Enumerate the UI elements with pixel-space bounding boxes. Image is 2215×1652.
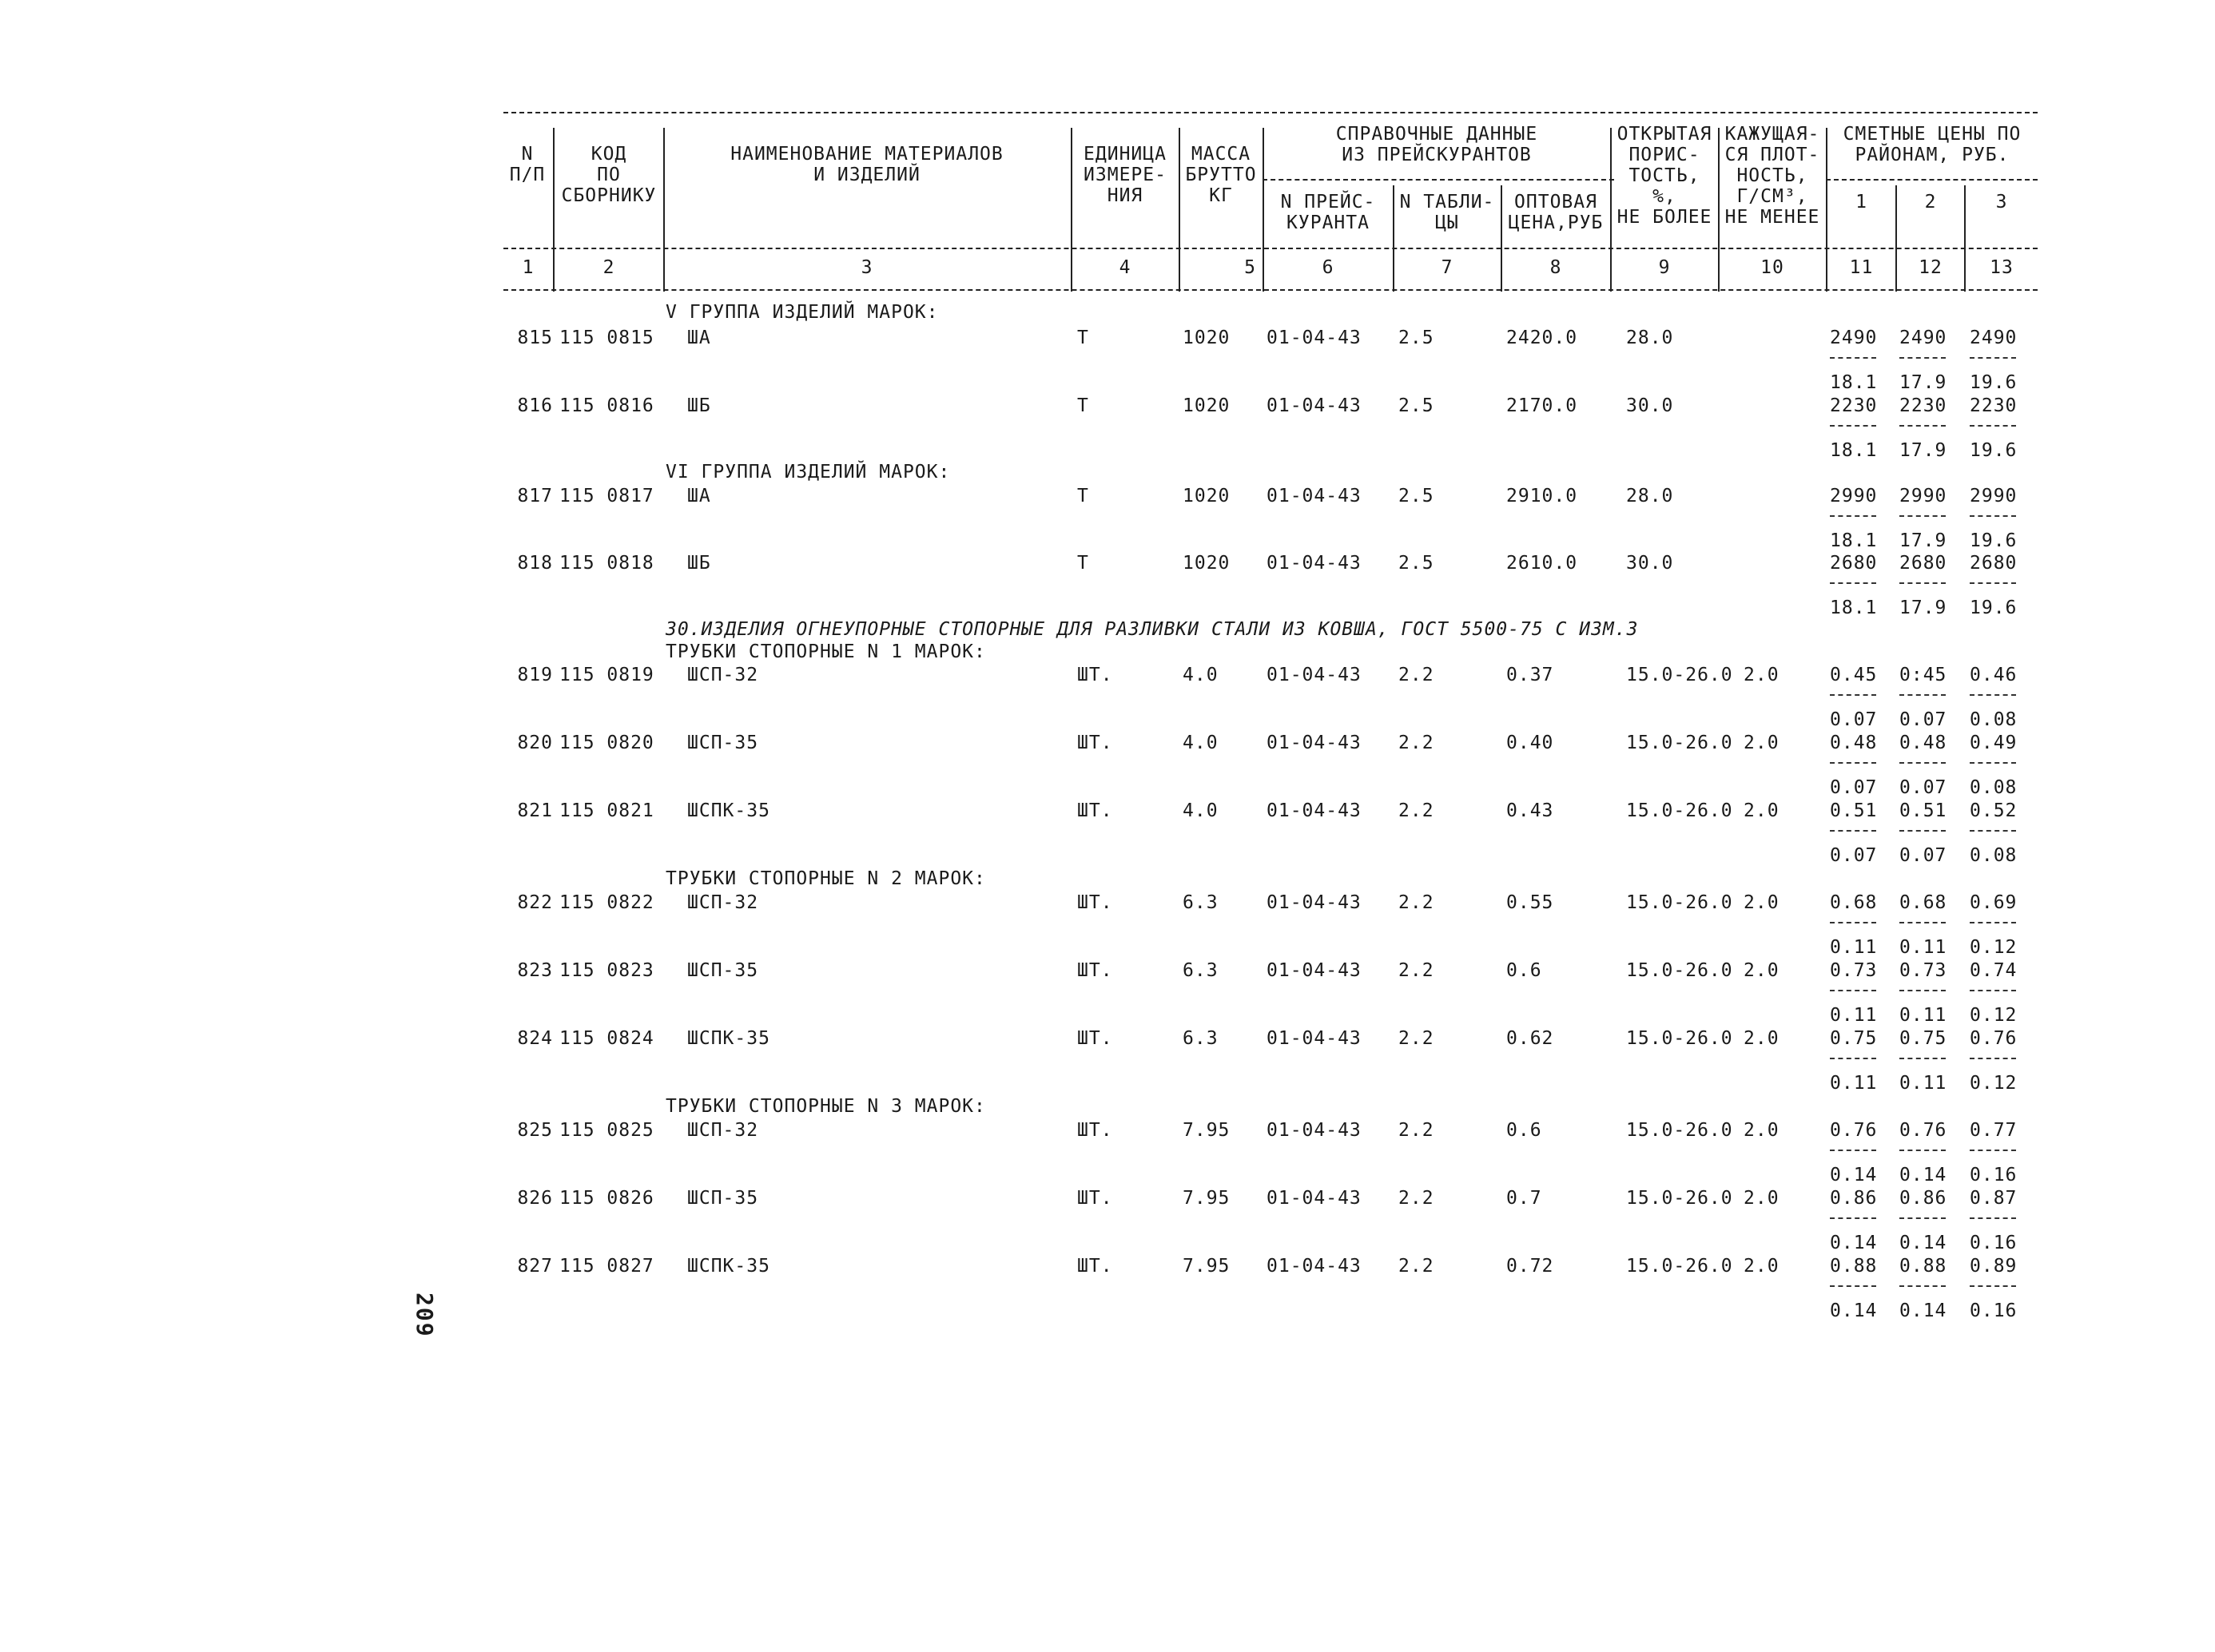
price-region-1: 2230	[1830, 395, 1878, 416]
colnum-4: 4	[1119, 257, 1131, 278]
cell-pk: 01-04-43	[1267, 486, 1362, 506]
price-region-1: 0.86	[1830, 1188, 1878, 1209]
hdr-ref-group: СПРАВОЧНЫЕ ДАННЫЕ ИЗ ПРЕЙСКУРАНТОВ	[1335, 124, 1538, 165]
price-subvalue-region-1: 18.1	[1830, 598, 1878, 618]
colnum-6: 6	[1322, 257, 1334, 278]
cell-pk: 01-04-43	[1267, 1028, 1362, 1049]
cell-dens: 2.0	[1744, 1028, 1780, 1049]
cell-name: ШСП-32	[687, 665, 759, 685]
cell-mass: 1020	[1183, 553, 1231, 574]
price-subvalue-region-1: 18.1	[1830, 372, 1878, 393]
price-subvalue-region-3: 0.08	[1970, 777, 2018, 798]
price-subvalue-region-2: 0.07	[1899, 777, 1947, 798]
price-subvalue-region-2: 0.11	[1899, 937, 1947, 958]
fraction-bar	[1830, 357, 1876, 359]
fraction-bar	[1899, 1150, 1946, 1151]
hdr-region-1: 1	[1855, 192, 1867, 212]
cell-code: 115 0817	[559, 486, 654, 506]
colnum-11: 11	[1849, 257, 1874, 278]
colnum-2: 2	[602, 257, 615, 278]
price-subvalue-region-2: 17.9	[1899, 372, 1947, 393]
cell-tbl: 2.2	[1398, 892, 1434, 913]
price-subvalue-region-2: 0.14	[1899, 1165, 1947, 1185]
cell-code: 115 0823	[559, 960, 654, 981]
price-region-2: 0.51	[1899, 800, 1947, 821]
price-subvalue-region-1: 0.07	[1830, 777, 1878, 798]
price-subvalue-region-1: 0.07	[1830, 845, 1878, 866]
cell-dens: 2.0	[1744, 1256, 1780, 1277]
price-region-1: 0.73	[1830, 960, 1878, 981]
cell-n: 824	[517, 1028, 553, 1049]
price-subvalue-region-2: 0.11	[1899, 1073, 1947, 1094]
cell-name: ШСП-35	[687, 733, 759, 753]
price-subvalue-region-3: 0.08	[1970, 709, 2018, 730]
cell-mass: 7.95	[1183, 1256, 1231, 1277]
cell-por: 15.0-26.0	[1626, 733, 1733, 753]
cell-tbl: 2.2	[1398, 800, 1434, 821]
fraction-bar	[1830, 1150, 1876, 1151]
fraction-bar	[1899, 694, 1946, 696]
cell-unit: ШТ.	[1077, 733, 1113, 753]
cell-pk: 01-04-43	[1267, 892, 1362, 913]
price-region-3: 0.89	[1970, 1256, 2018, 1277]
cell-por: 15.0-26.0	[1626, 1256, 1733, 1277]
hdr-region-3: 3	[1995, 192, 2008, 212]
page-number: 209	[412, 1293, 438, 1338]
fraction-bar	[1830, 830, 1876, 832]
price-region-2: 0.86	[1899, 1188, 1947, 1209]
cell-por: 15.0-26.0	[1626, 1120, 1733, 1141]
cell-price: 0.6	[1506, 1120, 1542, 1141]
cell-unit: ШТ.	[1077, 1256, 1113, 1277]
fraction-bar	[1830, 1217, 1876, 1219]
price-region-3: 2230	[1970, 395, 2018, 416]
cell-unit: ШТ.	[1077, 800, 1113, 821]
price-region-1: 0.88	[1830, 1256, 1878, 1277]
cell-tbl: 2.2	[1398, 665, 1434, 685]
cell-dens: 2.0	[1744, 1188, 1780, 1209]
price-region-1: 0.76	[1830, 1120, 1878, 1141]
fraction-bar	[1830, 922, 1876, 923]
hdr-col7: N ТАБЛИ- ЦЫ	[1399, 192, 1495, 233]
price-region-3: 0.46	[1970, 665, 2018, 685]
cell-tbl: 2.5	[1398, 328, 1434, 348]
price-region-1: 2680	[1830, 553, 1878, 574]
price-subvalue-region-1: 0.14	[1830, 1233, 1878, 1253]
fraction-bar	[1970, 1150, 2016, 1151]
cell-mass: 6.3	[1183, 892, 1219, 913]
cell-n: 819	[517, 665, 553, 685]
fraction-bar	[1970, 515, 2016, 517]
price-subvalue-region-1: 18.1	[1830, 440, 1878, 461]
fraction-bar	[1970, 990, 2016, 991]
fraction-bar	[1970, 694, 2016, 696]
cell-dens: 2.0	[1744, 892, 1780, 913]
cell-price: 0.62	[1506, 1028, 1554, 1049]
fraction-bar	[1830, 515, 1876, 517]
cell-pk: 01-04-43	[1267, 1256, 1362, 1277]
cell-mass: 1020	[1183, 486, 1231, 506]
cell-n: 825	[517, 1120, 553, 1141]
ref-subrule	[1263, 179, 1614, 181]
price-subvalue-region-3: 0.16	[1970, 1301, 2018, 1321]
cell-code: 115 0818	[559, 553, 654, 574]
cell-pk: 01-04-43	[1267, 328, 1362, 348]
price-subvalue-region-2: 0.14	[1899, 1301, 1947, 1321]
group-heading-vi: VI ГРУППА ИЗДЕЛИЙ МАРОК:	[666, 462, 951, 482]
cell-por: 28.0	[1626, 328, 1674, 348]
hdr-region-2: 2	[1924, 192, 1937, 212]
cell-tbl: 2.2	[1398, 733, 1434, 753]
cell-por: 15.0-26.0	[1626, 800, 1733, 821]
price-subvalue-region-3: 0.12	[1970, 1005, 2018, 1026]
cell-mass: 1020	[1183, 395, 1231, 416]
cell-unit: ШТ.	[1077, 960, 1113, 981]
fraction-bar	[1970, 582, 2016, 584]
cell-price: 2170.0	[1506, 395, 1578, 416]
price-region-3: 2680	[1970, 553, 2018, 574]
cell-price: 0.37	[1506, 665, 1554, 685]
price-region-1: 2490	[1830, 328, 1878, 348]
cell-name: ШСП-32	[687, 1120, 759, 1141]
fraction-bar	[1970, 425, 2016, 427]
cell-pk: 01-04-43	[1267, 1188, 1362, 1209]
cell-tbl: 2.2	[1398, 960, 1434, 981]
price-subvalue-region-2: 17.9	[1899, 530, 1947, 551]
cell-unit: ШТ.	[1077, 1188, 1113, 1209]
price-subvalue-region-3: 0.08	[1970, 845, 2018, 866]
price-subvalue-region-2: 0.14	[1899, 1233, 1947, 1253]
header-bottom-rule	[503, 289, 2038, 291]
cell-tbl: 2.5	[1398, 553, 1434, 574]
cell-dens: 2.0	[1744, 665, 1780, 685]
fraction-bar	[1899, 1285, 1946, 1287]
fraction-bar	[1970, 1058, 2016, 1059]
cell-mass: 1020	[1183, 328, 1231, 348]
cell-unit: Т	[1077, 328, 1089, 348]
fraction-bar	[1830, 1058, 1876, 1059]
hdr-col8: ОПТОВАЯ ЦЕНА,РУБ	[1508, 192, 1604, 233]
price-region-1: 0.75	[1830, 1028, 1878, 1049]
cell-unit: Т	[1077, 395, 1089, 416]
fraction-bar	[1899, 762, 1946, 764]
hdr-col2: КОД ПО СБОРНИКУ	[561, 144, 657, 206]
price-subvalue-region-1: 0.14	[1830, 1301, 1878, 1321]
cell-code: 115 0820	[559, 733, 654, 753]
price-subvalue-region-2: 17.9	[1899, 440, 1947, 461]
cell-unit: Т	[1077, 486, 1089, 506]
fraction-bar	[1899, 357, 1946, 359]
price-region-3: 0.74	[1970, 960, 2018, 981]
fraction-bar	[1970, 830, 2016, 832]
cell-unit: ШТ.	[1077, 892, 1113, 913]
cell-price: 0.7	[1506, 1188, 1542, 1209]
cell-pk: 01-04-43	[1267, 395, 1362, 416]
cell-por: 30.0	[1626, 395, 1674, 416]
price-region-1: 2990	[1830, 486, 1878, 506]
cell-price: 0.40	[1506, 733, 1554, 753]
cell-n: 815	[517, 328, 553, 348]
colnum-10: 10	[1760, 257, 1784, 278]
cell-por: 15.0-26.0	[1626, 1188, 1733, 1209]
price-region-2: 0.75	[1899, 1028, 1947, 1049]
fraction-bar	[1899, 425, 1946, 427]
cell-pk: 01-04-43	[1267, 960, 1362, 981]
fraction-bar	[1899, 582, 1946, 584]
price-region-2: 0.68	[1899, 892, 1947, 913]
cell-por: 28.0	[1626, 486, 1674, 506]
cell-n: 818	[517, 553, 553, 574]
price-region-1: 0.48	[1830, 733, 1878, 753]
fraction-bar	[1899, 990, 1946, 991]
price-region-2: 0:45	[1899, 665, 1947, 685]
colnum-7: 7	[1441, 257, 1453, 278]
fraction-bar	[1970, 1285, 2016, 1287]
section-heading-30: 30.ИЗДЕЛИЯ ОГНЕУПОРНЫЕ СТОПОРНЫЕ ДЛЯ РАЗЛИВКИ СТАЛИ ИЗ КОВША, ГОСТ 5500-75 С ИЗМ.3	[666, 619, 1639, 640]
price-subvalue-region-3: 0.16	[1970, 1233, 2018, 1253]
hdr-col9: ОТКРЫТАЯ ПОРИС- ТОСТЬ, %, НЕ БОЛЕЕ	[1617, 124, 1712, 228]
cell-tbl: 2.2	[1398, 1188, 1434, 1209]
cell-tbl: 2.2	[1398, 1256, 1434, 1277]
cell-code: 115 0825	[559, 1120, 654, 1141]
hdr-col3: НАИМЕНОВАНИЕ МАТЕРИАЛОВ И ИЗДЕЛИЙ	[730, 144, 1004, 185]
price-subvalue-region-3: 0.16	[1970, 1165, 2018, 1185]
price-region-3: 0.87	[1970, 1188, 2018, 1209]
cell-por: 15.0-26.0	[1626, 665, 1733, 685]
fraction-bar	[1899, 1217, 1946, 1219]
cell-unit: Т	[1077, 553, 1089, 574]
cell-por: 15.0-26.0	[1626, 1028, 1733, 1049]
cell-mass: 6.3	[1183, 1028, 1219, 1049]
fraction-bar	[1970, 357, 2016, 359]
cell-tbl: 2.5	[1398, 395, 1434, 416]
cell-code: 115 0827	[559, 1256, 654, 1277]
colnum-12: 12	[1919, 257, 1943, 278]
price-region-3: 0.69	[1970, 892, 2018, 913]
cell-por: 30.0	[1626, 553, 1674, 574]
cell-n: 820	[517, 733, 553, 753]
cell-mass: 6.3	[1183, 960, 1219, 981]
cell-code: 115 0819	[559, 665, 654, 685]
price-subvalue-region-1: 18.1	[1830, 530, 1878, 551]
cell-unit: ШТ.	[1077, 1028, 1113, 1049]
price-region-2: 0.48	[1899, 733, 1947, 753]
fraction-bar	[1830, 582, 1876, 584]
cell-code: 115 0816	[559, 395, 654, 416]
cell-n: 826	[517, 1188, 553, 1209]
price-subvalue-region-2: 0.07	[1899, 845, 1947, 866]
cell-code: 115 0822	[559, 892, 654, 913]
price-subvalue-region-2: 0.11	[1899, 1005, 1947, 1026]
cell-code: 115 0815	[559, 328, 654, 348]
header-mid-rule	[503, 248, 2038, 249]
price-region-2: 0.76	[1899, 1120, 1947, 1141]
cell-name: ША	[687, 328, 711, 348]
cell-unit: ШТ.	[1077, 1120, 1113, 1141]
cell-n: 821	[517, 800, 553, 821]
cell-code: 115 0824	[559, 1028, 654, 1049]
fraction-bar	[1830, 694, 1876, 696]
cell-tbl: 2.5	[1398, 486, 1434, 506]
price-subvalue-region-1: 0.11	[1830, 1005, 1878, 1026]
price-region-1: 0.68	[1830, 892, 1878, 913]
colnum-13: 13	[1990, 257, 2014, 278]
colnum-9: 9	[1658, 257, 1671, 278]
group-heading-v: V ГРУППА ИЗДЕЛИЙ МАРОК:	[666, 302, 939, 323]
price-region-2: 0.73	[1899, 960, 1947, 981]
cell-price: 0.6	[1506, 960, 1542, 981]
cell-mass: 7.95	[1183, 1120, 1231, 1141]
cell-price: 0.72	[1506, 1256, 1554, 1277]
hdr-col5: МАССА БРУТТО КГ	[1185, 144, 1257, 206]
fraction-bar	[1899, 830, 1946, 832]
cell-n: 827	[517, 1256, 553, 1277]
hdr-price-group: СМЕТНЫЕ ЦЕНЫ ПО РАЙОНАМ, РУБ.	[1843, 124, 2022, 165]
price-region-2: 2490	[1899, 328, 1947, 348]
group-heading-tubes-1: ТРУБКИ СТОПОРНЫЕ N 1 МАРОК:	[666, 641, 986, 662]
fraction-bar	[1830, 990, 1876, 991]
cell-name: ШСПК-35	[687, 1256, 770, 1277]
price-subvalue-region-3: 19.6	[1970, 598, 2018, 618]
fraction-bar	[1830, 1285, 1876, 1287]
fraction-bar	[1899, 515, 1946, 517]
cell-unit: ШТ.	[1077, 665, 1113, 685]
cell-mass: 4.0	[1183, 800, 1219, 821]
price-region-3: 2990	[1970, 486, 2018, 506]
price-region-3: 0.49	[1970, 733, 2018, 753]
price-region-2: 0.88	[1899, 1256, 1947, 1277]
fraction-bar	[1970, 1217, 2016, 1219]
cell-dens: 2.0	[1744, 800, 1780, 821]
hdr-col6: N ПРЕЙС- КУРАНТА	[1280, 192, 1376, 233]
colnum-3: 3	[861, 257, 873, 278]
price-region-1: 0.45	[1830, 665, 1878, 685]
cell-tbl: 2.2	[1398, 1120, 1434, 1141]
header-top-rule	[503, 112, 2038, 113]
price-region-3: 2490	[1970, 328, 2018, 348]
colnum-1: 1	[522, 257, 535, 278]
price-region-2: 2990	[1899, 486, 1947, 506]
price-subvalue-region-1: 0.07	[1830, 709, 1878, 730]
price-subvalue-region-3: 0.12	[1970, 1073, 2018, 1094]
hdr-col10: КАЖУЩАЯ- СЯ ПЛОТ- НОСТЬ, Г/СМ³, НЕ МЕНЕЕ	[1724, 124, 1820, 228]
cell-name: ШСП-35	[687, 960, 759, 981]
cell-n: 822	[517, 892, 553, 913]
price-subvalue-region-3: 19.6	[1970, 530, 2018, 551]
price-subvalue-region-3: 19.6	[1970, 440, 2018, 461]
fraction-bar	[1830, 425, 1876, 427]
colnum-5: 5	[1244, 257, 1256, 278]
price-subvalue-region-3: 19.6	[1970, 372, 2018, 393]
cell-pk: 01-04-43	[1267, 733, 1362, 753]
cell-dens: 2.0	[1744, 733, 1780, 753]
cell-name: ШБ	[687, 553, 711, 574]
price-subrule	[1826, 179, 2038, 181]
price-region-3: 0.77	[1970, 1120, 2018, 1141]
cell-code: 115 0826	[559, 1188, 654, 1209]
cell-price: 2420.0	[1506, 328, 1578, 348]
price-subvalue-region-1: 0.11	[1830, 937, 1878, 958]
cell-name: ШСП-35	[687, 1188, 759, 1209]
price-region-3: 0.52	[1970, 800, 2018, 821]
price-subvalue-region-2: 17.9	[1899, 598, 1947, 618]
fraction-bar	[1899, 922, 1946, 923]
price-region-1: 0.51	[1830, 800, 1878, 821]
cell-mass: 4.0	[1183, 733, 1219, 753]
hdr-col4: ЕДИНИЦА ИЗМЕРЕ- НИЯ	[1084, 144, 1167, 206]
group-heading-tubes-2: ТРУБКИ СТОПОРНЫЕ N 2 МАРОК:	[666, 868, 986, 889]
cell-name: ШСПК-35	[687, 1028, 770, 1049]
cell-code: 115 0821	[559, 800, 654, 821]
price-subvalue-region-3: 0.12	[1970, 937, 2018, 958]
cell-n: 816	[517, 395, 553, 416]
cell-pk: 01-04-43	[1267, 665, 1362, 685]
price-region-3: 0.76	[1970, 1028, 2018, 1049]
cell-price: 2610.0	[1506, 553, 1578, 574]
fraction-bar	[1830, 762, 1876, 764]
cell-mass: 7.95	[1183, 1188, 1231, 1209]
price-subvalue-region-1: 0.11	[1830, 1073, 1878, 1094]
cell-name: ША	[687, 486, 711, 506]
cell-price: 2910.0	[1506, 486, 1578, 506]
price-subvalue-region-1: 0.14	[1830, 1165, 1878, 1185]
group-heading-tubes-3: ТРУБКИ СТОПОРНЫЕ N 3 МАРОК:	[666, 1096, 986, 1117]
cell-mass: 4.0	[1183, 665, 1219, 685]
price-subvalue-region-2: 0.07	[1899, 709, 1947, 730]
price-region-2: 2680	[1899, 553, 1947, 574]
cell-por: 15.0-26.0	[1626, 892, 1733, 913]
cell-pk: 01-04-43	[1267, 800, 1362, 821]
price-region-2: 2230	[1899, 395, 1947, 416]
cell-tbl: 2.2	[1398, 1028, 1434, 1049]
cell-name: ШСПК-35	[687, 800, 770, 821]
cell-pk: 01-04-43	[1267, 1120, 1362, 1141]
cell-por: 15.0-26.0	[1626, 960, 1733, 981]
cell-price: 0.55	[1506, 892, 1554, 913]
cell-dens: 2.0	[1744, 960, 1780, 981]
hdr-col1: N П/П	[509, 144, 546, 185]
cell-name: ШСП-32	[687, 892, 759, 913]
cell-pk: 01-04-43	[1267, 553, 1362, 574]
fraction-bar	[1899, 1058, 1946, 1059]
fraction-bar	[1970, 762, 2016, 764]
cell-dens: 2.0	[1744, 1120, 1780, 1141]
colnum-8: 8	[1549, 257, 1562, 278]
cell-price: 0.43	[1506, 800, 1554, 821]
fraction-bar	[1970, 922, 2016, 923]
cell-n: 817	[517, 486, 553, 506]
cell-name: ШБ	[687, 395, 711, 416]
cell-n: 823	[517, 960, 553, 981]
